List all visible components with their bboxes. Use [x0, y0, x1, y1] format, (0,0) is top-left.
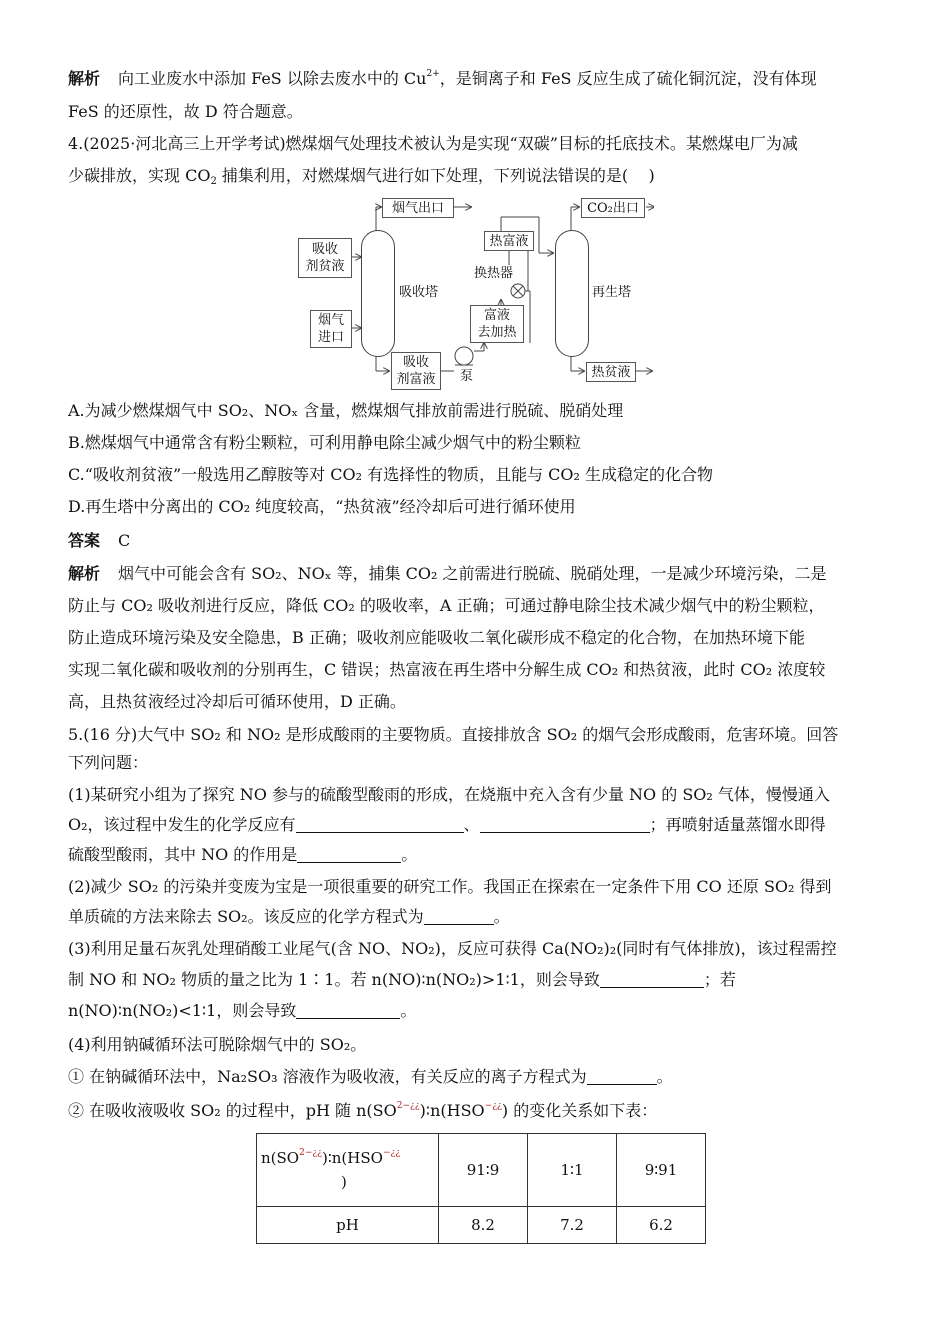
- ph-value-cell: 8.2: [439, 1207, 528, 1244]
- ph-ratio-table: [256, 1133, 706, 1244]
- q4-analysis-line-3: 防止造成环境污染及安全隐患，B 正确；吸收剂应能吸收二氧化碳形成不稳定的化合物，在加热环境下能: [68, 628, 805, 647]
- co2-outlet-box: CO₂出口: [581, 198, 645, 218]
- pump-label: 泵: [460, 369, 474, 384]
- q5-part1-line-2: O₂，该过程中发生的化学反应有 、 ；再喷射适量蒸馏水即得: [68, 815, 826, 834]
- q4-analysis-line-4: 实现二氧化碳和吸收剂的分别再生，C 错误；热富液在再生塔中分解生成 CO₂ 和热贫液，此时 CO₂ 浓度较: [68, 660, 826, 679]
- q4-option-d: D.再生塔中分离出的 CO₂ 纯度较高，“热贫液”经冷却后可进行循环使用: [68, 497, 576, 516]
- ph-value-cell: 7.2: [528, 1207, 617, 1244]
- hot-lean-liquid-box: 热贫液: [586, 362, 636, 382]
- ph-label-cell: pH: [257, 1207, 439, 1244]
- regenerator-tower: [555, 230, 589, 357]
- regenerator-label: 再生塔: [592, 285, 632, 300]
- rich-to-heating-box: 富液 去加热: [470, 305, 524, 343]
- pump-icon: [455, 347, 473, 365]
- q5-part1-line-1: (1)某研究小组为了探究 NO 参与的硫酸型酸雨的形成，在烧瓶中充入含有少量 NO 的 SO₂ 气体，慢慢通入: [68, 785, 830, 804]
- q4-stem-line-2: 少碳排放，实现 $CO_2$ 捕集利用，对燃煤烟气进行如下处理，下列说法错误的是( ): [68, 166, 655, 187]
- ratio-cell: 91∶9: [439, 1134, 528, 1207]
- absorber-tower: [361, 230, 395, 357]
- flue-gas-outlet-box: 烟气出口: [382, 198, 454, 218]
- q5-part3-line-1: (3)利用足量石灰乳处理硝酸工业尾气(含 NO、NO₂)，反应可获得 Ca(NO₂)₂(同时有气体排放)，该过程需控: [68, 939, 837, 958]
- answer-blank-5[interactable]: [600, 971, 704, 988]
- q5-part2-line-2: 单质硫的方法来除去 SO₂。该反应的化学方程式为 。: [68, 907, 510, 926]
- q5-part3-line-3: n(NO)∶n(NO₂)<1∶1，则会导致 。: [68, 1001, 417, 1020]
- q5-stem-line-2: 下列问题：: [68, 753, 149, 772]
- lean-absorbent-box: 吸收 剂贫液: [298, 238, 352, 278]
- q4-analysis-line-2: 防止与 CO₂ 吸收剂进行反应，降低 CO₂ 的吸收率，A 正确；可通过静电除尘技术减少烟气中的粉尘颗粒，: [68, 596, 825, 615]
- analysis-line-1: 解析 向工业废水中添加 FeS 以除去废水中的 $Cu^{2+}$，是铜离子和 FeS 反应生成了硫化铜沉淀，没有体现: [68, 69, 817, 88]
- table-row: [257, 1134, 706, 1207]
- answer-blank-6[interactable]: [296, 1002, 400, 1019]
- analysis-line-2: FeS 的还原性，故 D 符合题意。: [68, 102, 303, 121]
- q5-part2-line-1: (2)减少 SO₂ 的污染并变废为宝是一项很重要的研究工作。我国正在探索在一定条件下用 CO 还原 SO₂ 得到: [68, 877, 832, 896]
- rich-absorbent-box: 吸收 剂富液: [391, 352, 441, 390]
- analysis-label: 解析: [68, 69, 101, 88]
- q4-stem-line-1: 4.(2025·河北高三上开学考试)燃煤烟气处理技术被认为是实现“双碳”目标的托底技术。某燃煤电厂为减: [68, 134, 798, 153]
- ratio-header-cell: $n(SO^{2-¿¿})∶n(HSO^{-¿¿}$ ): [257, 1134, 439, 1207]
- q5-part4-sub2: ② 在吸收液吸收 SO₂ 的过程中，pH 随 $n(SO^{2-¿¿})∶n(HSO^{-¿¿})$ 的变化关系如下表：: [68, 1101, 658, 1120]
- ratio-cell: 1∶1: [528, 1134, 617, 1207]
- flue-gas-process-diagram: [294, 193, 654, 388]
- q5-stem-line-1: 5.(16 分)大气中 SO₂ 和 NO₂ 是形成酸雨的主要物质。直接排放含 SO₂ 的烟气会形成酸雨，危害环境。回答: [68, 725, 839, 744]
- answer-blank-2[interactable]: [480, 816, 650, 833]
- q4-answer: 答案 C: [68, 531, 131, 550]
- absorber-label: 吸收塔: [399, 285, 439, 300]
- heat-exchanger-icon: [511, 284, 525, 298]
- q4-analysis-line-5: 高，且热贫液经过冷却后可循环使用，D 正确。: [68, 692, 406, 711]
- q5-part4-line-1: (4)利用钠碱循环法可脱除烟气中的 SO₂。: [68, 1035, 367, 1054]
- q4-analysis-line-1: 解析 烟气中可能会含有 SO₂、NOₓ 等，捕集 CO₂ 之前需进行脱硫、脱硝处理，一是减少环境污染，二是: [68, 564, 827, 583]
- answer-blank-3[interactable]: [297, 846, 401, 863]
- table-row: [257, 1207, 706, 1244]
- flue-gas-inlet-box: 烟气 进口: [310, 310, 352, 348]
- hot-rich-liquid-box: 热富液: [484, 231, 534, 251]
- q5-part4-sub1: ① 在钠碱循环法中，Na₂SO₃ 溶液作为吸收液，有关反应的离子方程式为 。: [68, 1067, 673, 1086]
- answer-blank-7[interactable]: [587, 1068, 657, 1085]
- q4-option-b: B.燃煤烟气中通常含有粉尘颗粒，可利用静电除尘减少烟气中的粉尘颗粒: [68, 433, 581, 452]
- q5-part1-line-3: 硫酸型酸雨，其中 NO 的作用是 。: [68, 845, 418, 864]
- ph-value-cell: 6.2: [617, 1207, 706, 1244]
- answer-blank-1[interactable]: [296, 816, 464, 833]
- heat-exchanger-label: 换热器: [474, 266, 514, 281]
- q5-part3-line-2: 制 NO 和 NO₂ 物质的量之比为 1∶1。若 n(NO)∶n(NO₂)>1∶1，则会导致 ；若: [68, 970, 736, 989]
- ratio-cell: 9∶91: [617, 1134, 706, 1207]
- answer-blank-4[interactable]: [424, 908, 494, 925]
- q4-option-c: C.“吸收剂贫液”一般选用乙醇胺等对 CO₂ 有选择性的物质，且能与 CO₂ 生成稳定的化合物: [68, 465, 714, 484]
- q4-option-a: A.为减少燃煤烟气中 SO₂、NOₓ 含量，燃煤烟气排放前需进行脱硫、脱硝处理: [68, 401, 624, 420]
